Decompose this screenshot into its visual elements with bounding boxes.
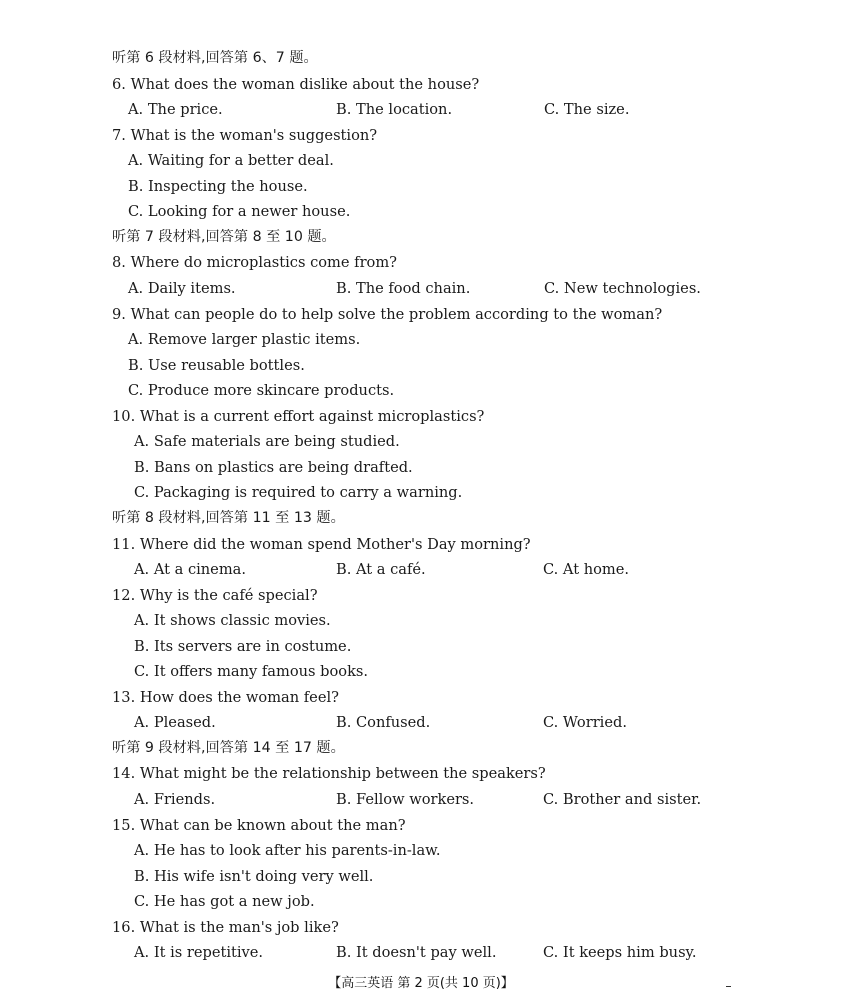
answer-option: A. Remove larger plastic items.	[128, 331, 361, 349]
answer-option: C. Packaging is required to carry a warning.	[134, 484, 463, 502]
section-heading: 听第 7 段材料,回答第 8 至 10 题。	[112, 228, 336, 245]
answer-option: B. The location.	[336, 101, 453, 119]
answer-option: C. Worried.	[543, 714, 627, 732]
question-stem: 14. What might be the relationship between the speakers?	[112, 765, 546, 783]
question-stem: 7. What is the woman's suggestion?	[112, 126, 378, 144]
question-stem: 8. Where do microplastics come from?	[112, 254, 397, 272]
answer-option: A. The price.	[128, 101, 223, 119]
answer-option: A. Friends.	[134, 791, 216, 808]
answer-option: A. Pleased.	[134, 714, 216, 732]
answer-option: B. Its servers are in costume.	[134, 637, 352, 655]
answer-option: B. Bans on plastics are being drafted.	[134, 458, 413, 476]
answer-option: A. It shows classic movies.	[134, 612, 331, 630]
question-stem: 6. What does the woman dislike about the house?	[112, 75, 480, 93]
answer-option: A. Daily items.	[128, 280, 236, 297]
answer-option: C. The size.	[544, 101, 630, 119]
answer-option: C. Produce more skincare products.	[128, 382, 395, 400]
section-heading: 听第 8 段材料,回答第 11 至 13 题。	[112, 509, 345, 526]
answer-option: C. Brother and sister.	[543, 791, 702, 808]
answer-option: C. It keeps him busy.	[543, 944, 697, 962]
answer-option: B. Inspecting the house.	[128, 177, 308, 195]
answer-option: B. His wife isn't doing very well.	[134, 867, 374, 885]
question-stem: 16. What is the man's job like?	[112, 918, 339, 936]
answer-option: B. At a café.	[336, 561, 426, 578]
answer-option: B. Fellow workers.	[336, 791, 475, 808]
page-footer: 【高三英语 第 2 页(共 10 页)】	[328, 976, 514, 991]
answer-option: A. Safe materials are being studied.	[134, 433, 400, 451]
answer-option: C. He has got a new job.	[134, 893, 315, 911]
question-stem: 15. What can be known about the man?	[112, 816, 406, 834]
question-stem: 9. What can people do to help solve the problem according to the woman?	[112, 305, 663, 323]
question-stem: 13. How does the woman feel?	[112, 688, 339, 706]
answer-option: C. New technologies.	[544, 280, 701, 297]
answer-option: C. Looking for a newer house.	[128, 203, 351, 221]
question-stem: 11. Where did the woman spend Mother's Day morning?	[112, 535, 531, 553]
answer-option: B. Use reusable bottles.	[128, 356, 305, 374]
corner-mark	[726, 986, 731, 987]
question-stem: 10. What is a current effort against microplastics?	[112, 407, 485, 425]
answer-option: C. At home.	[543, 561, 630, 578]
question-stem: 12. Why is the café special?	[112, 586, 318, 604]
answer-option: A. He has to look after his parents-in-law.	[134, 842, 441, 860]
answer-option: B. The food chain.	[336, 280, 471, 297]
answer-option: A. Waiting for a better deal.	[128, 152, 334, 170]
answer-option: C. It offers many famous books.	[134, 663, 369, 681]
section-heading: 听第 6 段材料,回答第 6、7 题。	[112, 50, 318, 66]
section-heading: 听第 9 段材料,回答第 14 至 17 题。	[112, 739, 345, 756]
answer-option: A. At a cinema.	[134, 561, 246, 578]
answer-option: A. It is repetitive.	[134, 944, 264, 962]
answer-option: B. It doesn't pay well.	[336, 944, 497, 962]
answer-option: B. Confused.	[336, 714, 431, 732]
